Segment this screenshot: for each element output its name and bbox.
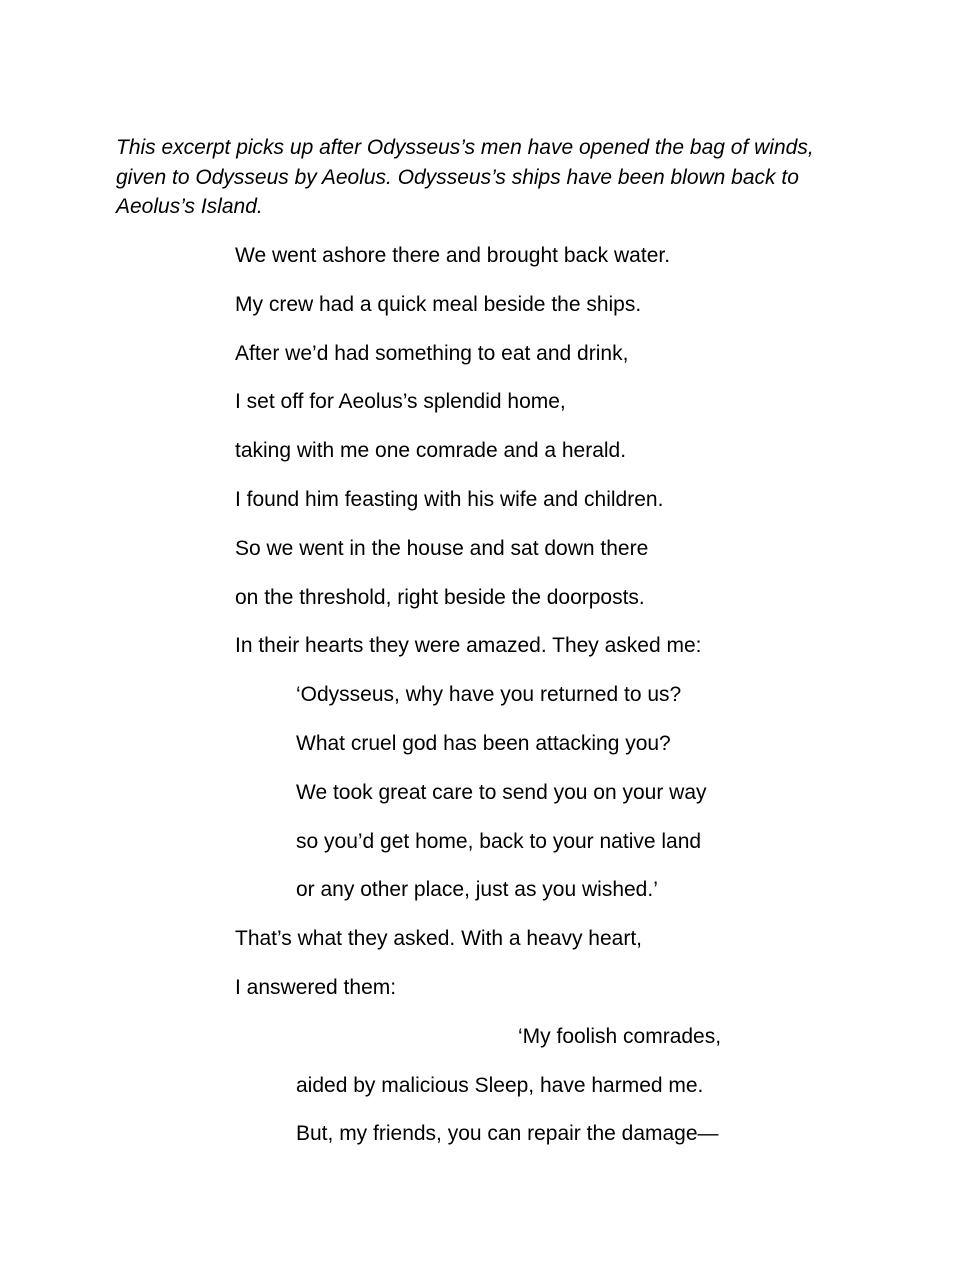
poem-line: We went ashore there and brought back water. bbox=[235, 244, 671, 267]
poem-line-speech: ‘Odysseus, why have you returned to us? bbox=[296, 683, 682, 707]
poem-line: I found him feasting with his wife and children. bbox=[235, 487, 664, 511]
poem-line-speech: But, my friends, you can repair the damage— bbox=[296, 1122, 719, 1146]
poem-line-speech-continuation: ‘My foolish comrades, bbox=[518, 1024, 722, 1048]
poem-line-speech: aided by malicious Sleep, have harmed me. bbox=[296, 1073, 704, 1097]
poem-line-speech: What cruel god has been attacking you? bbox=[296, 731, 671, 755]
poem-line: taking with me one comrade and a herald. bbox=[235, 439, 627, 463]
poem-line: After we’d had something to eat and drink, bbox=[235, 341, 629, 365]
poem-line-speech: or any other place, just as you wished.’ bbox=[296, 878, 658, 902]
poem-line: So we went in the house and sat down there bbox=[235, 536, 649, 560]
poem-line: I answered them: bbox=[235, 975, 397, 999]
poem-line: That’s what they asked. With a heavy heart, bbox=[235, 927, 642, 951]
poem-line: on the threshold, right beside the doorposts. bbox=[235, 585, 645, 609]
intro-paragraph: This excerpt picks up after Odysseus’s men have opened the bag of winds, given to Odysseus by Aeolus. Odysseus’s ships have been blown back to Aeolus’s Island. bbox=[116, 136, 814, 218]
poem-line: I set off for Aeolus’s splendid home, bbox=[235, 390, 566, 414]
poem-excerpt bbox=[0, 240, 979, 1167]
poem-line: My crew had a quick meal beside the ships. bbox=[235, 292, 642, 316]
poem-line: In their hearts they were amazed. They asked me: bbox=[235, 634, 702, 658]
poem-line-speech: We took great care to send you on your way bbox=[296, 780, 707, 804]
poem-line-speech: so you’d get home, back to your native land bbox=[296, 829, 702, 853]
